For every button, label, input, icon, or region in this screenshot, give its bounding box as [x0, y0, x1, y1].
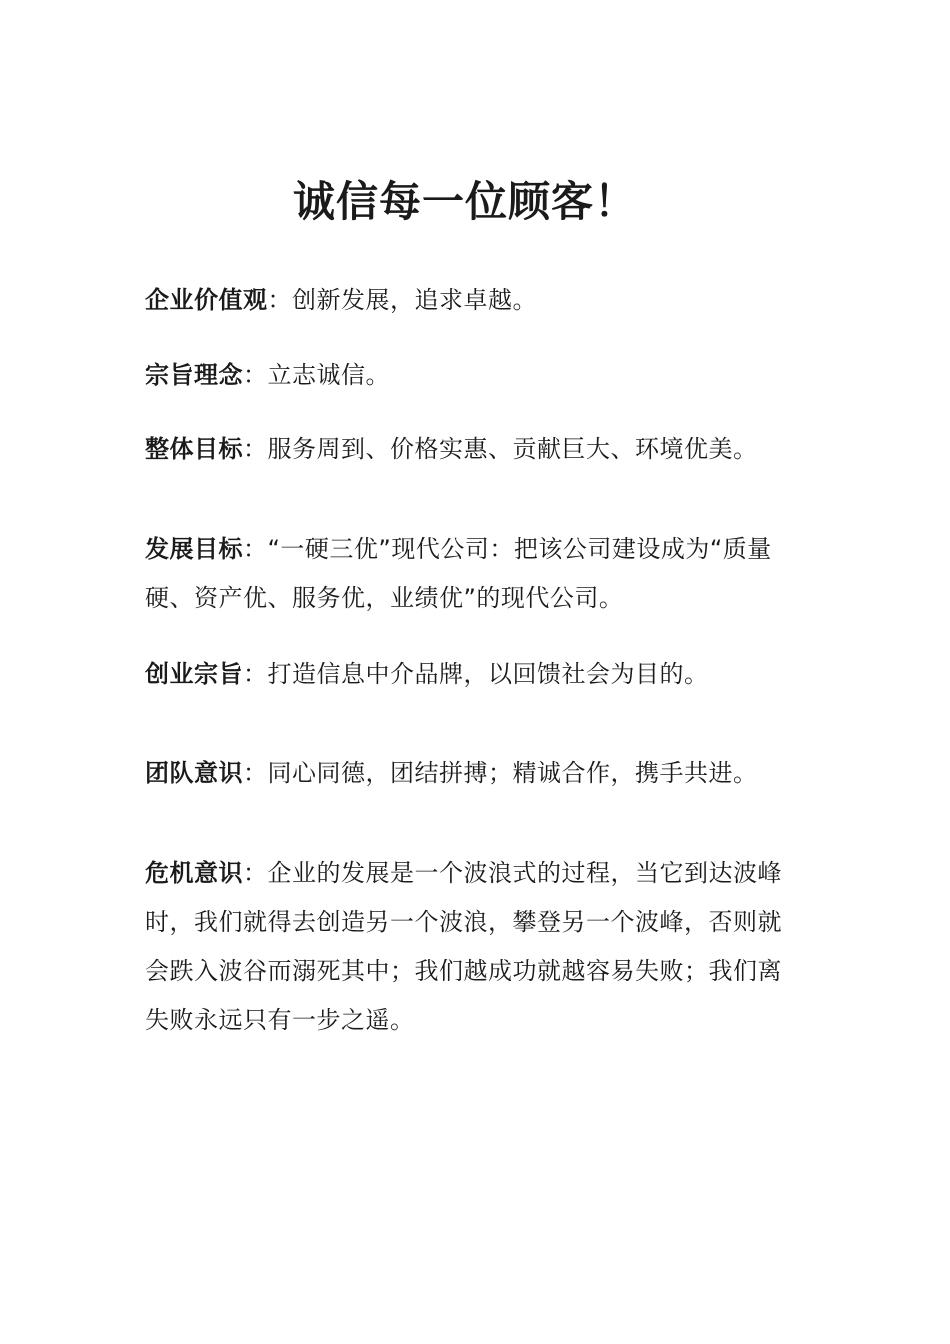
value-item-enterprise-values	[145, 276, 795, 325]
item-label: 团队意识	[145, 759, 243, 787]
item-label: 整体目标	[145, 435, 243, 463]
value-item-team-awareness	[145, 749, 795, 798]
value-item-overall-goal	[145, 425, 795, 474]
item-label: 危机意识	[145, 859, 243, 887]
item-text: ：同心同德，团结拼搏；精诚合作，携手共进。	[243, 759, 758, 787]
item-label: 企业价值观	[145, 286, 268, 314]
item-text: ：创新发展，追求卓越。	[267, 286, 537, 314]
item-label: 创业宗旨	[145, 660, 243, 688]
item-text: ：服务周到、价格实惠、贡献巨大、环境优美。	[243, 435, 758, 463]
value-item-startup-purpose	[145, 650, 795, 699]
item-text: ：打造信息中介品牌，以回馈社会为目的。	[243, 660, 709, 688]
value-item-purpose-concept	[145, 351, 795, 400]
item-label: 宗旨理念	[145, 361, 243, 389]
page-title: 诚信每一位顾客！	[292, 177, 637, 226]
item-text: ：企业的发展是一个波浪式的过程，当它到达波峰时，我们就得去创造另一个波浪，攀登另一个波峰，否则就会跌入波谷而溺死其中；我们越成功就越容易失败；我们离失败永远只有一步之遥。	[145, 859, 782, 1034]
item-text: ：立志诚信。	[243, 361, 390, 389]
item-label: 发展目标	[145, 535, 243, 563]
item-text: ：“一硬三优”现代公司：把该公司建设成为“质量硬、资产优、服务优，业绩优”的现代公司。	[145, 535, 772, 612]
value-item-crisis-awareness	[145, 849, 795, 1045]
value-item-development-goal	[145, 525, 795, 623]
